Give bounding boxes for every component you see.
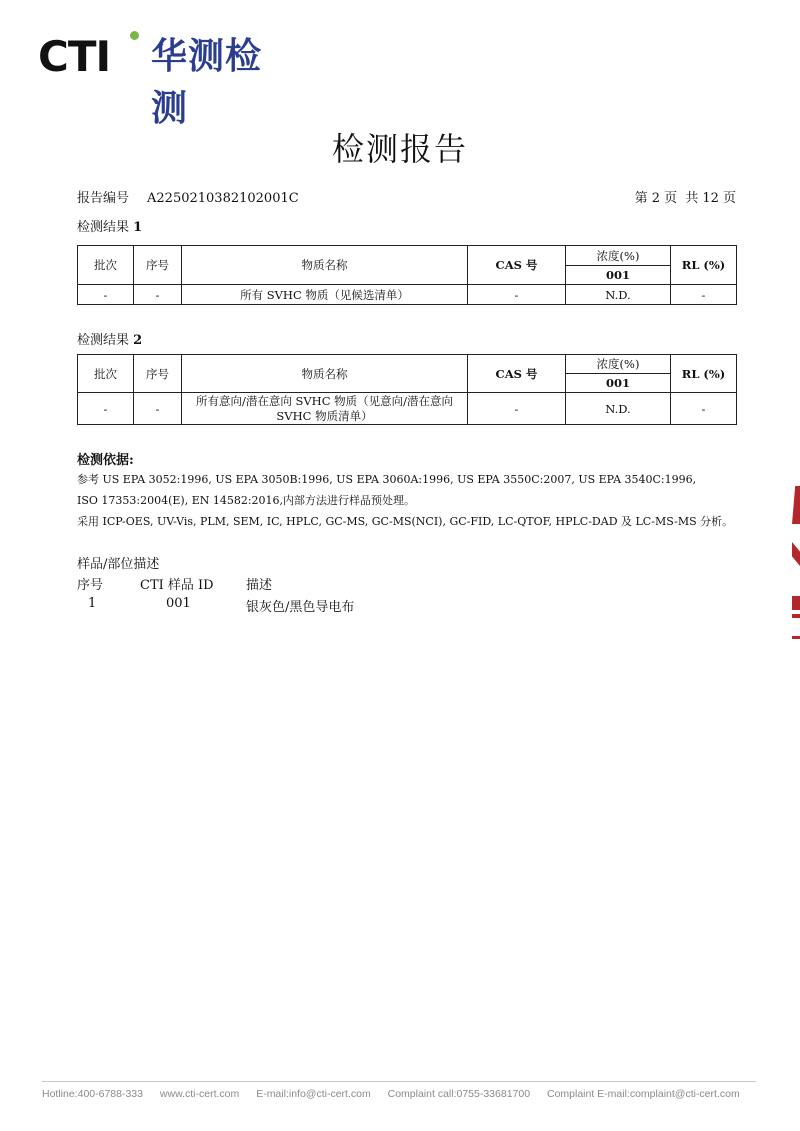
col-concentration: 浓度(%) [566, 246, 671, 266]
cell-seq: - [134, 393, 182, 425]
footer [42, 1088, 762, 1100]
results-1-index: 1 [133, 220, 143, 235]
sample-cell-seq: 1 [88, 596, 97, 611]
results-2-index: 2 [133, 333, 143, 348]
cell-value: N.D. [566, 393, 671, 425]
sample-title: 样品/部位描述 [77, 557, 160, 572]
footer-complaint-call: Complaint call:0755-33681700 [387, 1088, 531, 1100]
sample-cell-id: 001 [166, 596, 191, 611]
cell-batch: - [78, 285, 134, 305]
cell-substance [182, 393, 468, 425]
footer-email[interactable]: E-mail:info@cti-cert.com [256, 1088, 371, 1100]
cell-substance-line2: SVHC 物质清单） [276, 408, 373, 423]
page-total: 共 12 页 [685, 191, 736, 206]
sample-table [77, 574, 577, 614]
footer-hotline: Hotline:400-6788-333 [42, 1088, 143, 1100]
report-number [77, 187, 299, 206]
col-concentration: 浓度(%) [566, 355, 671, 374]
col-batch: 批次 [78, 355, 134, 393]
results-2-heading [77, 329, 142, 348]
sample-header-seq: 序号 [77, 578, 104, 593]
page-info [635, 187, 736, 206]
logo-dot-icon [130, 31, 139, 40]
report-number-value: A2250210382102001C [147, 191, 299, 206]
company-logo [38, 31, 298, 129]
col-rl: RL (%) [671, 355, 737, 393]
col-substance: 物质名称 [182, 246, 468, 285]
table-row [78, 285, 737, 305]
report-number-label: 报告编号 [77, 191, 130, 206]
col-sample-id: 001 [566, 374, 671, 393]
col-batch: 批次 [78, 246, 134, 285]
report-title: 检测报告 [331, 130, 468, 168]
cell-substance: 所有 SVHC 物质（见候选清单） [182, 285, 468, 305]
basis-line-3: 采用 ICP-OES, UV-Vis, PLM, SEM, IC, HPLC, GC-MS, GC-MS(NCI), GC-FID, LC-QTOF, HPLC-DAD 及 LC-MS-MS 分析。 [77, 515, 734, 528]
footer-complaint-email[interactable]: Complaint E-mail:complaint@cti-cert.com [546, 1088, 740, 1100]
footer-divider [42, 1081, 756, 1082]
col-cas: CAS 号 [468, 246, 566, 285]
col-sample-id: 001 [566, 266, 671, 285]
seal-stamp-fragment [790, 486, 800, 640]
col-cas: CAS 号 [468, 355, 566, 393]
logo-cn-text: 华测检测 [151, 36, 263, 129]
sample-cell-desc: 银灰色/黑色导电布 [246, 600, 355, 615]
cell-seq: - [134, 285, 182, 305]
basis-line-2: ISO 17353:2004(E), EN 14582:2016,内部方法进行样品预处理。 [77, 494, 416, 507]
cell-cas: - [468, 285, 566, 305]
cell-substance-line1: 所有意向/潜在意向 SVHC 物质（见意向/潜在意向 [195, 393, 454, 408]
col-seq: 序号 [134, 355, 182, 393]
table-row [78, 393, 737, 425]
logo-en-text: CTI [38, 32, 111, 81]
results-1-label: 检测结果 [77, 220, 130, 235]
footer-website[interactable]: www.cti-cert.com [159, 1088, 240, 1100]
results-1-table [77, 245, 737, 305]
cell-rl: - [671, 285, 737, 305]
col-seq: 序号 [134, 246, 182, 285]
basis-line-1: 参考 US EPA 3052:1996, US EPA 3050B:1996, US EPA 3060A:1996, US EPA 3550C:2007, US EPA 3540C:1996, [77, 473, 697, 486]
basis-title: 检测依据: [77, 453, 134, 468]
cell-batch: - [78, 393, 134, 425]
cell-rl: - [671, 393, 737, 425]
cell-value: N.D. [566, 285, 671, 305]
page-current: 第 2 页 [634, 191, 678, 206]
sample-header-desc: 描述 [246, 578, 273, 593]
cell-cas: - [468, 393, 566, 425]
col-rl: RL (%) [671, 246, 737, 285]
results-2-label: 检测结果 [77, 333, 130, 348]
results-1-heading [77, 216, 142, 235]
results-2-table [77, 354, 737, 425]
sample-header-id: CTI 样品 ID [140, 578, 214, 593]
col-substance: 物质名称 [182, 355, 468, 393]
